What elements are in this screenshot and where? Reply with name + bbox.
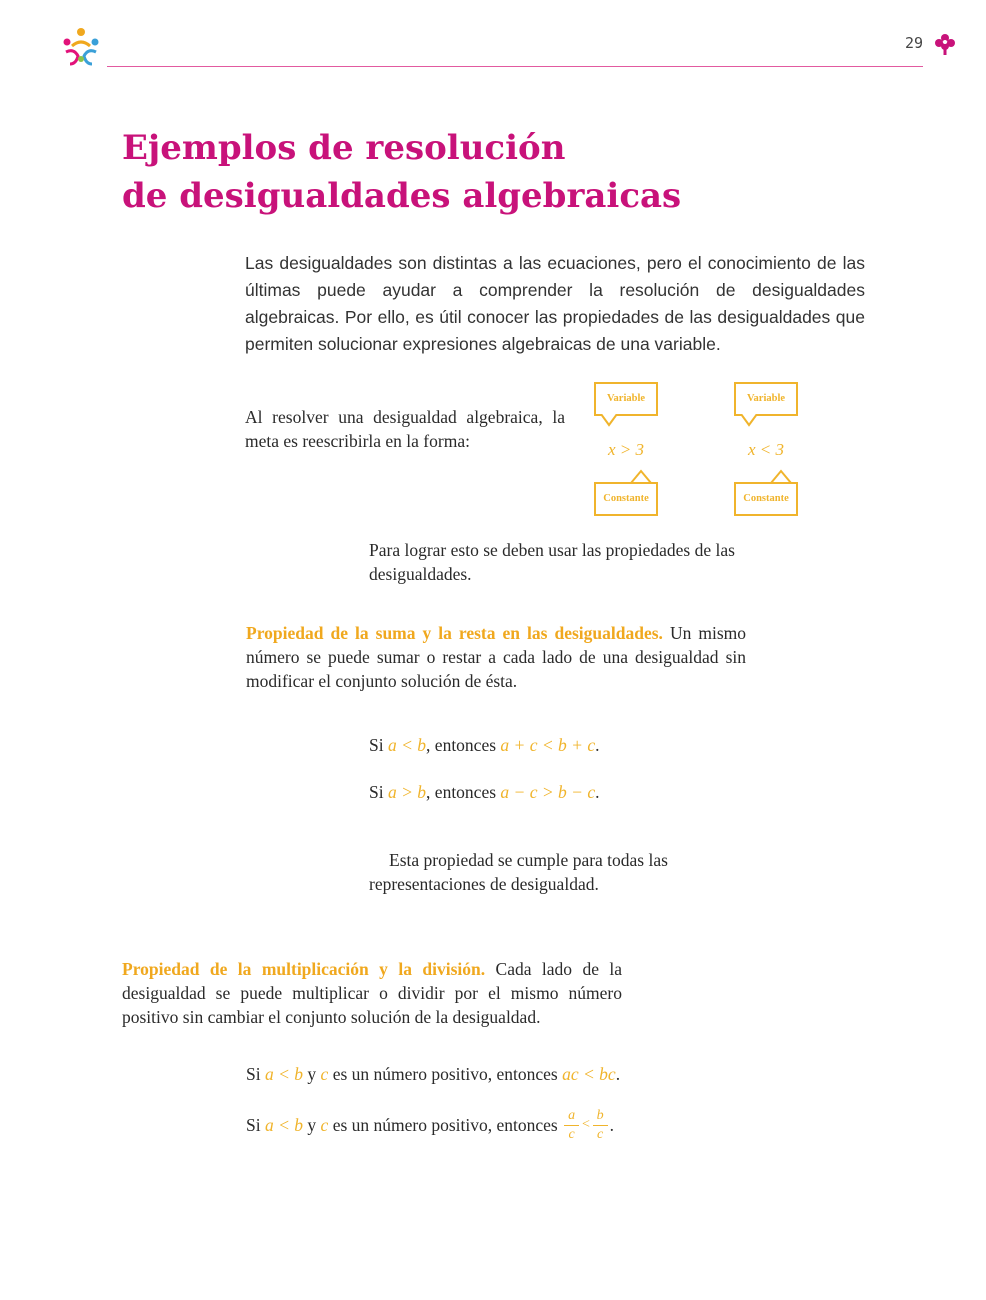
flower-ornament-icon [934, 32, 956, 56]
rule-variable-c: c [320, 1064, 329, 1084]
rule-end: . [595, 735, 600, 755]
title-line-1: Ejemplos de resolución [122, 128, 566, 168]
sum-property-paragraph [246, 621, 746, 693]
inequality-expression: x < 3 [747, 440, 785, 459]
rule-and: y [307, 1064, 317, 1084]
rule-si: Si [246, 1064, 261, 1084]
rule-middle-text: es un número positivo, entonces [332, 1115, 558, 1135]
rule-condition: a < b [264, 1064, 304, 1084]
rule-then: , entonces [426, 782, 497, 802]
fraction-b-over-c [593, 1107, 608, 1144]
sum-property-note: Esta propiedad se cumple para todas las representaciones de desigualdad. [369, 850, 668, 894]
constant-label: Constante [743, 493, 789, 504]
constant-callout [734, 482, 798, 516]
callout-pointer-down [740, 414, 760, 428]
mult-property-body: Cada lado de la desigualdad se puede multiplicar o dividir por el mismo número positivo sin cambiar el conjunto solución de la desigualdad. [122, 959, 623, 1027]
inequality-diagram [734, 382, 800, 522]
rule-result: a + c < b + c [500, 735, 596, 755]
rule-condition: a < b [387, 735, 427, 755]
rule-si: Si [369, 735, 384, 755]
sum-property-title: Propiedad de la suma y la resta en las desigualdades. [246, 623, 663, 643]
fraction-numerator: a [564, 1107, 579, 1126]
fraction-a-over-c [564, 1107, 579, 1144]
inequality-expression: x > 3 [607, 440, 645, 459]
rule-condition: a > b [387, 782, 427, 802]
rule-end: . [595, 782, 600, 802]
fraction-denominator: c [596, 1126, 604, 1142]
rule-si: Si [246, 1115, 261, 1135]
sum-property-body: Un mismo número se puede sumar o restar a cada lado de una desigualdad sin modificar el conjunto solución de ésta. [246, 623, 746, 691]
fraction-denominator: c [568, 1126, 575, 1142]
rule-end: . [609, 1115, 614, 1135]
header-rule [107, 66, 923, 67]
rule-result: ac < bc [562, 1064, 616, 1084]
rule-operator: < [581, 1117, 591, 1132]
sum-rule-1 [369, 733, 600, 757]
mult-rule-1 [246, 1062, 620, 1086]
rule-condition: a < b [264, 1115, 304, 1135]
callout-pointer-up [630, 469, 652, 483]
title-line-2: de desigualdades algebraicas [122, 176, 682, 216]
properties-intro: Para lograr esto se deben usar las propiedades de las desigualdades. [369, 540, 735, 584]
inequality-diagram [594, 382, 660, 522]
page-title [122, 124, 762, 220]
callout-pointer-down [600, 414, 620, 428]
fraction-numerator: b [593, 1107, 608, 1126]
variable-callout [734, 382, 798, 416]
mult-rule-2 [246, 1100, 614, 1150]
variable-label: Variable [746, 393, 786, 404]
sum-rule-2 [369, 780, 600, 804]
rule-middle-text: es un número positivo, entonces [332, 1064, 558, 1084]
rule-si: Si [369, 782, 384, 802]
callout-pointer-up [770, 469, 792, 483]
rule-variable-c: c [320, 1115, 329, 1135]
rule-result: a − c > b − c [500, 782, 596, 802]
constant-callout [594, 482, 658, 516]
rule-end: . [615, 1064, 621, 1084]
intro-paragraph: Las desigualdades son distintas a las ecuaciones, pero el conocimiento de las últimas puede ayudar a comprender la resolución de desigualdades algebraicas. Por ello, es útil conocer las propiedades de las desigualdades que permiten solucionar expresiones algebraicas de una variable. [245, 253, 865, 354]
mult-property-title: Propiedad de la multiplicación y la división. [122, 959, 486, 979]
constant-label: Constante [603, 493, 649, 504]
page-number: 29 [905, 34, 924, 52]
rule-then: , entonces [426, 735, 497, 755]
logo-icon [58, 26, 104, 68]
variable-label: Variable [606, 393, 646, 404]
mult-property-paragraph [122, 957, 622, 1029]
variable-callout [594, 382, 658, 416]
goal-text: Al resolver una desigualdad algebraica, la meta es reescribirla en la forma: [245, 407, 565, 451]
rule-and: y [307, 1115, 317, 1135]
